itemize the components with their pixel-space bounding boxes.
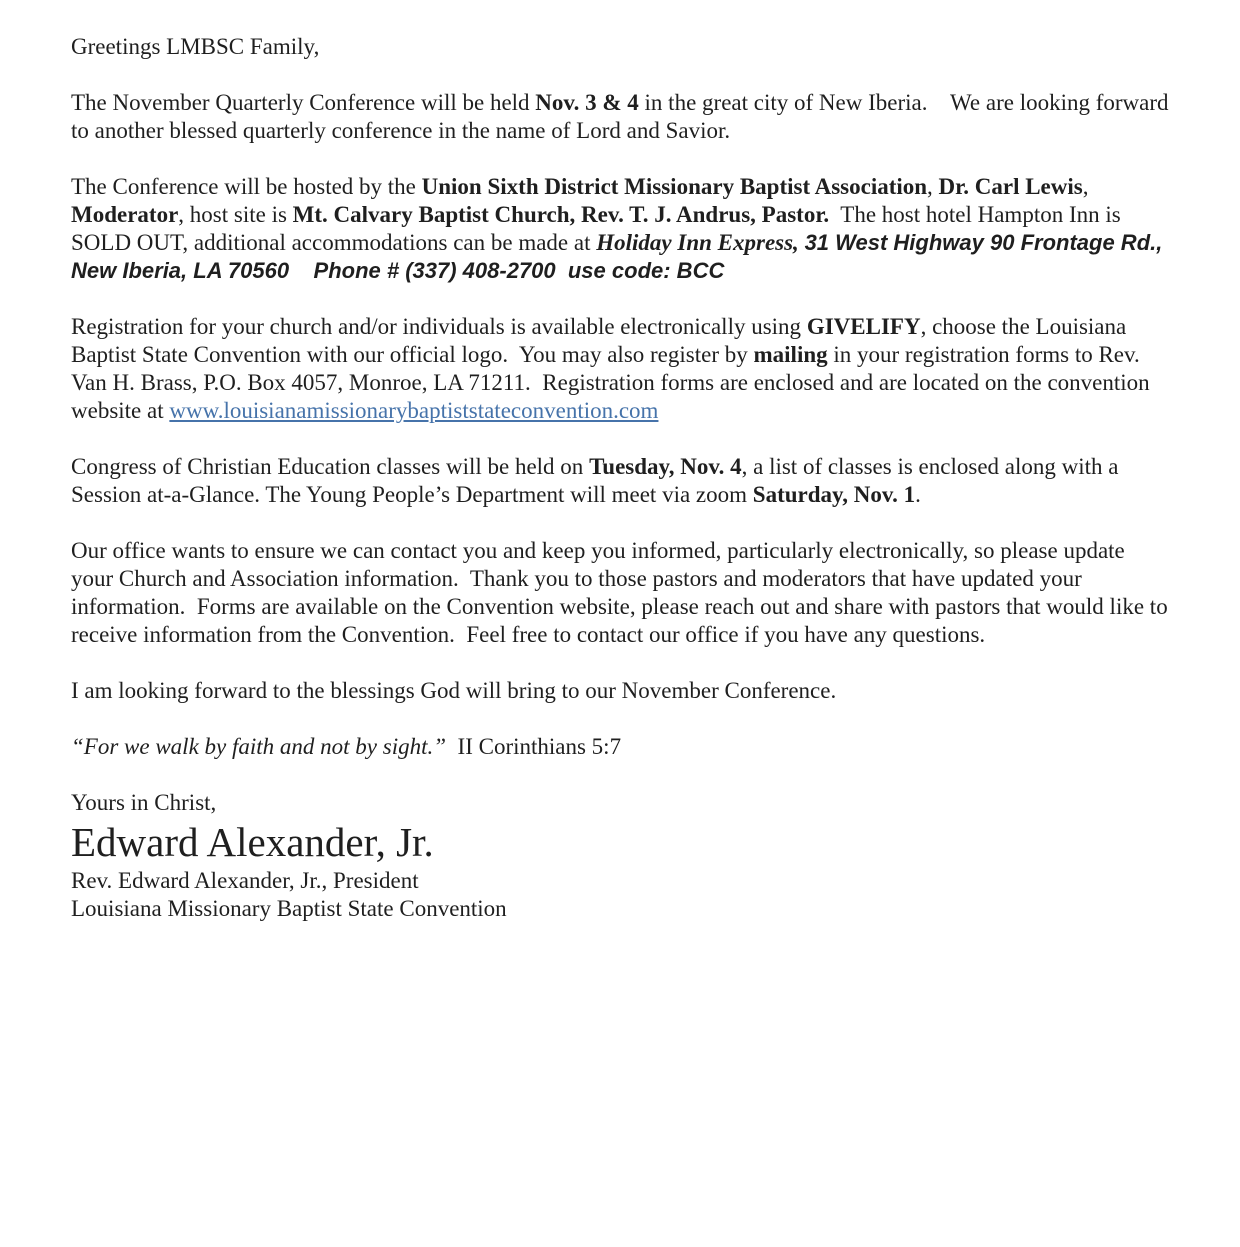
text-run: . xyxy=(915,482,921,507)
text-run: 31 West Highway 90 Frontage Rd., New Iberia, LA 70560 Phone # (337) 408-2700 use code: BCC xyxy=(71,230,1169,283)
text-run: II Corinthians 5:7 xyxy=(446,734,622,759)
text-run: , a list of classes is enclosed along with a Session at-a-Glance. The Young People’s Department will meet via zoom xyxy=(71,454,1125,507)
website-link[interactable]: www.louisianamissionarybaptiststateconvention.com xyxy=(169,398,659,423)
signature-org: Louisiana Missionary Baptist State Convention xyxy=(71,896,507,921)
text-run: GIVELIFY xyxy=(806,314,921,339)
text-run: , choose the Louisiana Baptist State Convention with our official logo. You may also register by xyxy=(71,314,1132,367)
paragraph-congress-classes xyxy=(71,453,1170,509)
text-run: Nov. 3 & 4 xyxy=(535,90,639,115)
paragraph-conference-announcement xyxy=(71,89,1175,145)
text-run: The November Quarterly Conference will be held xyxy=(71,90,536,115)
text-run: I am looking forward to the blessings God will bring to our November Conference. xyxy=(71,678,837,703)
text-run: in your registration forms to Rev. Van H. Brass, P.O. Box 4057, Monroe, LA 71211. Registration forms are enclosed and are located on the convention website at xyxy=(71,342,1156,423)
text-run: Our office wants to ensure we can contact you and keep you informed, particularly electronically, so please update your Church and Association information. Thank you to those pastors and moderators that have updated your information. Forms are available on the Convention website, please reach out and share with pastors that would like to receive information from the Convention. Feel free to contact our office if you have any questions. xyxy=(71,538,1174,647)
text-run: in the great city of New Iberia. We are looking forward to another blessed quarterly conference in the name of Lord and Savior. xyxy=(71,90,1175,143)
signature-name: Edward Alexander, Jr. xyxy=(71,819,434,865)
text-run: Registration for your church and/or individuals is available electronically using xyxy=(71,314,807,339)
paragraph-registration xyxy=(71,313,1170,425)
text-run: , xyxy=(927,174,939,199)
text-run: Dr. Carl Lewis xyxy=(938,174,1083,199)
text-run: “For we walk by faith and not by sight.” xyxy=(71,734,447,759)
paragraph-looking-forward xyxy=(71,677,1170,705)
text-run: Union Sixth District Missionary Baptist Association xyxy=(421,174,928,199)
signature-title: Rev. Edward Alexander, Jr., President xyxy=(71,868,419,893)
closing-salutation: Yours in Christ, xyxy=(71,790,217,815)
text-run: Saturday, Nov. 1 xyxy=(752,482,916,507)
text-run: Moderator xyxy=(71,202,179,227)
text-run: Holiday Inn Express, xyxy=(596,230,799,255)
paragraph-host-details xyxy=(71,173,1170,285)
text-run: The Conference will be hosted by the xyxy=(71,174,422,199)
scripture-quote xyxy=(71,733,1170,761)
signature-block xyxy=(71,789,1170,923)
text-run: , host site is xyxy=(178,202,293,227)
salutation: Greetings LMBSC Family, xyxy=(71,34,320,59)
text-run: The host hotel Hampton Inn is SOLD OUT, additional accommodations can be made at xyxy=(71,202,1127,255)
paragraph-office-update xyxy=(71,537,1174,649)
text-run: , xyxy=(1082,174,1095,199)
text-run: Tuesday, Nov. 4 xyxy=(589,454,742,479)
text-run: mailing xyxy=(753,342,828,367)
text-run: Congress of Christian Education classes will be held on xyxy=(71,454,590,479)
text-run: Mt. Calvary Baptist Church, Rev. T. J. Andrus, Pastor. xyxy=(292,202,830,227)
